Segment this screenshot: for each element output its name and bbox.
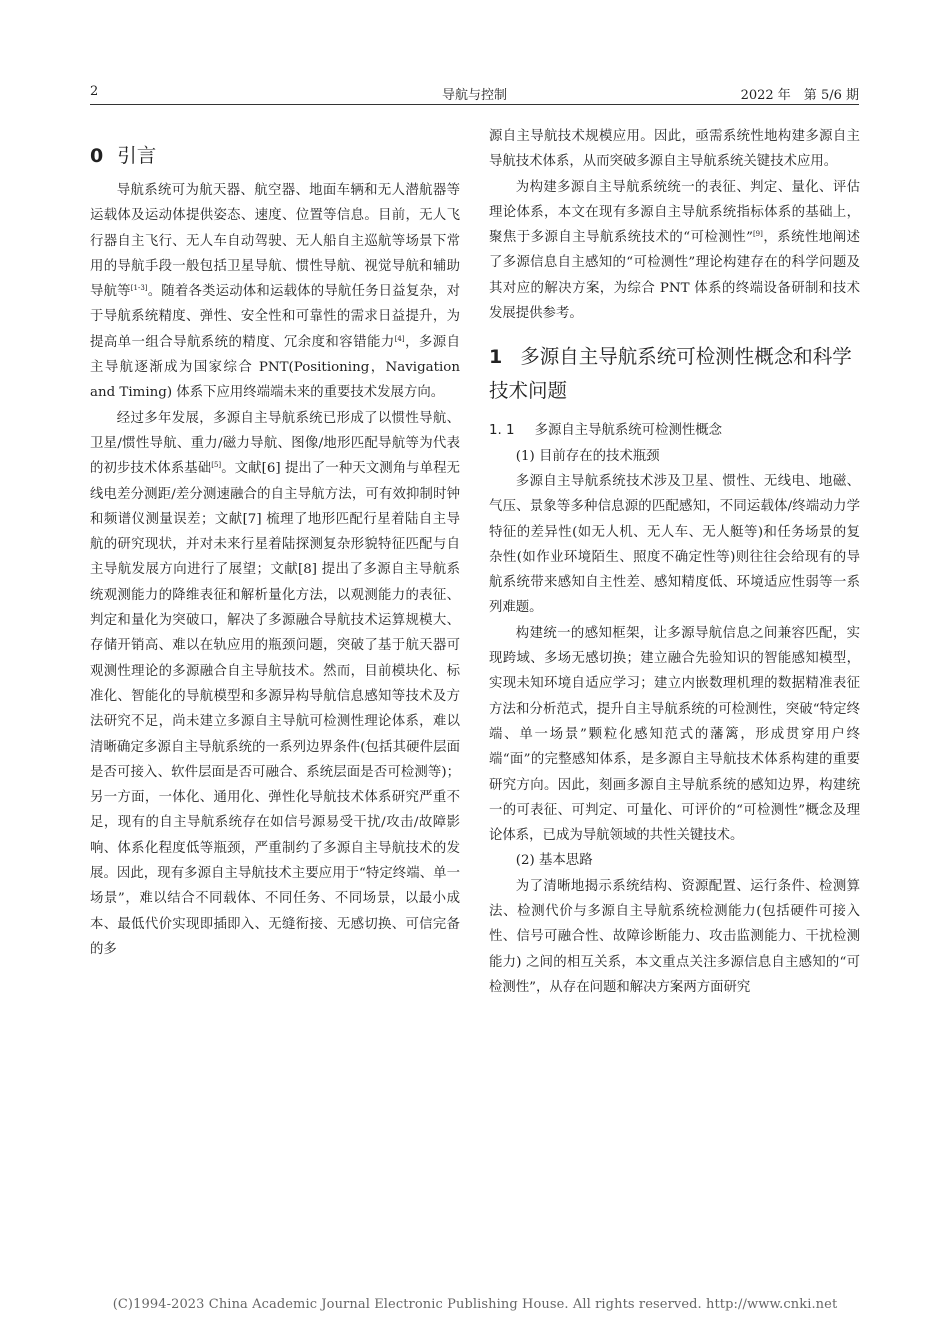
section-0-title: 引言 (117, 144, 157, 167)
body-paragraph-bottleneck: 多源自主导航系统技术涉及卫星、惯性、无线电、地磁、气压、景象等多种信息源的匹配感知，不同运载体/终端动力学特征的差异性(如无人机、无人车、无人艇等)和任务场景的复杂性(如作业环境陌生、照度不确定性等)则往往会给现有的导航系统带来感知自主性差、感知精度低、环境适应性弱等一系列难题。 (489, 473, 860, 616)
journal-title: 导航与控制 (441, 88, 507, 103)
section-1-heading (489, 340, 860, 408)
intro-paragraph-3: 为构建多源自主导航系统统一的表征、判定、量化、评估理论体系，本文在现有多源自主导航系统指标体系的基础上，聚焦于多源自主导航系统技术的“可检测性”[9]，系统性地阐述了多源信息自主感知的“可检测性”理论构建存在的科学问题及其对应的解决方案，为综合 PNT 体系的终端设备研制和技术发展提供参考。 (489, 179, 860, 322)
subsection-1-1-title: 多源自主导航系统可检测性概念 (534, 423, 723, 439)
subsection-1-1-number: 1. 1 (489, 423, 515, 439)
citation: [5] (211, 461, 222, 470)
citation: [4] (394, 334, 405, 343)
page-number: 2 (90, 84, 99, 99)
section-0-heading (90, 142, 460, 170)
running-header (90, 80, 859, 104)
issue-info: 2022 年 第 5/6 期 (740, 88, 859, 103)
left-column (90, 124, 460, 962)
item-2-title: (2) 基本思路 (515, 853, 593, 869)
subsection-1-1-heading (489, 418, 860, 443)
right-column (489, 124, 860, 1000)
citation: [1-3] (130, 284, 148, 293)
intro-paragraph-1: 导航系统可为航天器、航空器、地面车辆和无人潜航器等运载体及运动体提供姿态、速度、位置等信息。目前，无人飞行器自主飞行、无人车自动驾驶、无人船自主巡航等场景下常用的导航手段一般包括卫星导航、惯性导航、视觉导航和辅助导航等[1-3]。随着各类运动体和运载体的导航任务日益复杂，对于导航系统精度、弹性、安全性和可靠性的需求日益提升，为提高单一组合导航系统的精度、冗余度和容错能力[4]，多源自主导航逐渐成为国家综合 PNT(Positioning，Navigation and Timing) 体系下应用终端端未来的重要技术发展方向。 (90, 183, 461, 401)
section-1-number: 1 (489, 346, 503, 369)
copyright-footer: (C)1994-2023 China Academic Journal Electronic Publishing House. All rights reserved. http://www.cnki.net (112, 1297, 838, 1312)
section-0-number: 0 (90, 145, 104, 167)
header-rule (90, 104, 859, 105)
item-1-title: (1) 目前存在的技术瓶颈 (515, 448, 660, 464)
body-paragraph-basic-idea: 为了清晰地揭示系统结构、资源配置、运行条件、检测算法、检测代价与多源自主导航系统检测能力(包括硬件可接入性、信号可融合性、故障诊断能力、攻击监测能力、干扰检测能力) 之间的相互关系，本文重点关注多源信息自主感知的“可检测性”，从存在问题和解决方案两方面研究 (489, 878, 860, 995)
citation: [9] (752, 230, 763, 239)
intro-paragraph-2: 经过多年发展，多源自主导航系统已形成了以惯性导航、卫星/惯性导航、重力/磁力导航、图像/地形匹配导航等为代表的初步技术体系基础[5]。文献[6] 提出了一种天文测角与单程无线电差分测距/差分测速融合的自主导航方法，可有效抑制时钟和频谱仪测量误差；文献[7] 梳理了地形匹配行星着陆自主导航的研究现状，并对未来行星着陆探测复杂形貌特征匹配与自主导航发展方向进行了展望；文献[8] 提出了多源自主导航系统观测能力的降维表征和解析量化方法，以观测能力的表征、判定和量化为突破口，解决了多源融合导航技术运算规模大、存储开销高、难以在轨应用的瓶颈问题，突破了基于航天器可观测性理论的多源融合自主导航技术。然而，目前模块化、标准化、智能化的导航模型和多源异构导航信息感知等技术及方法研究不足，尚未建立多源自主导航可检测性理论体系，难以清晰确定多源自主导航系统的一系列边界条件(包括其硬件层面是否可接入、软件层面是否可融合、系统层面是否可检测等)；另一方面，一体化、通用化、弹性化导航技术体系研究严重不足，现有的自主导航系统存在如信号源易受干扰/攻击/故障影响、体系化程度低等瓶颈，严重制约了多源自主导航技术的发展。因此，现有多源自主导航技术主要应用于“特定终端、单一场景”，难以结合不同载体、不同任务、不同场景，以最小成本、最低代价实现即插即入、无缝衔接、无感切换、可信完备的多 (90, 410, 460, 957)
body-paragraph-framework: 构建统一的感知框架，让多源导航信息之间兼容匹配，实现跨域、多场无感切换；建立融合先验知识的智能感知模型，实现未知环境自适应学习；建立内嵌数理机理的数据精准表征方法和分析范式，提升自主导航系统的可检测性，突破“特定终端、单一场景”颗粒化感知范式的藩篱，形成贯穿用户终端“面”的完整感知体系，是多源自主导航技术体系构建的重要研究方向。因此，刻画多源自主导航系统的感知边界，构建统一的可表征、可判定、可量化、可评价的“可检测性”概念及理论体系，已成为导航领域的共性关键技术。 (489, 625, 860, 844)
intro-paragraph-2-continued: 源自主导航技术规模应用。因此，亟需系统性地构建多源自主导航技术体系，从而突破多源自主导航系统关键技术应用。 (489, 129, 860, 170)
section-1-title: 多源自主导航系统可检测性概念和科学技术问题 (489, 345, 852, 403)
